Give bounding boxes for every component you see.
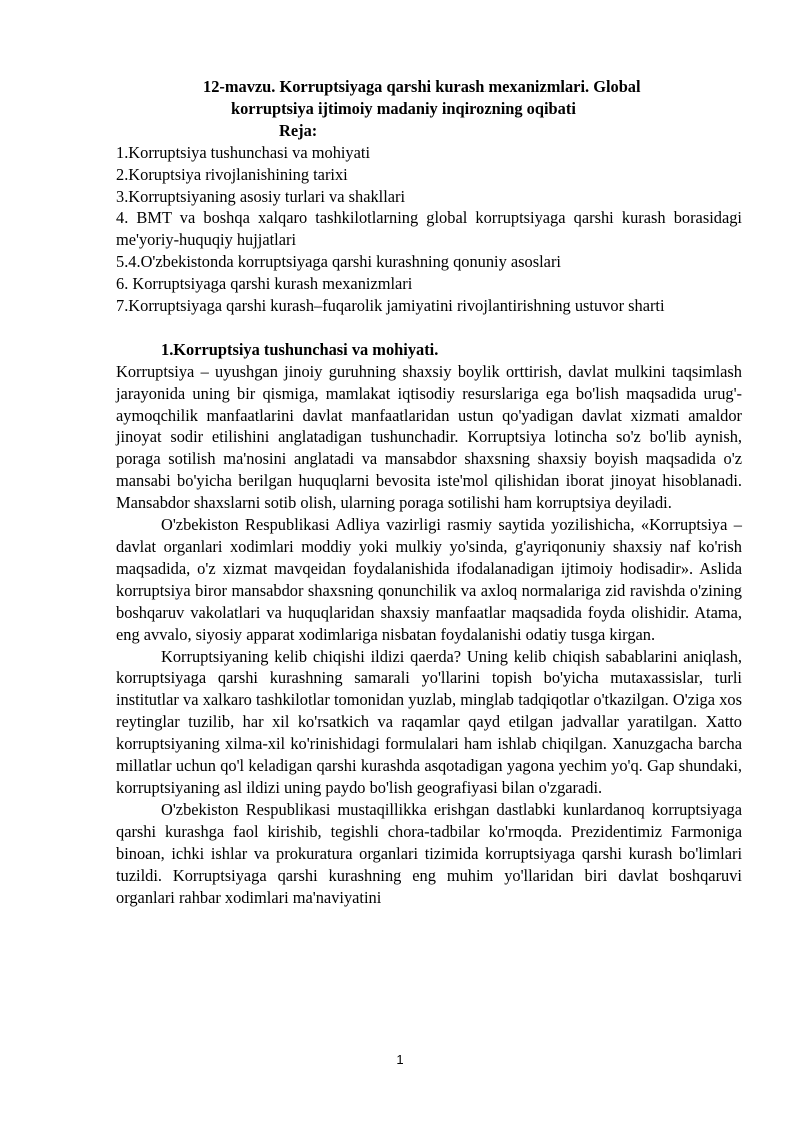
document-title-line-1: 12-mavzu. Korruptsiyaga qarshi kurash mexanizmlari. Global [203, 77, 641, 96]
section-heading: 1.Korruptsiya tushunchasi va mohiyati. [161, 339, 439, 359]
page-number: 1 [396, 1052, 404, 1067]
paragraph-4: O'zbekiston Respublikasi mustaqillikka erishgan dastlabki kunlardanoq korruptsiyaga qarshi kurashga faol kirishib, tegishli chora-tadbilar ko'rmoqda. Prezidentimiz Farmoniga binoan, ichki ishlar va prokuratura organlari tizimida korruptsiyaga qarshi kurash bo'limlari tuzildi. Korruptsiyaga qarshi kurashning eng muhim yo'llaridan biri davlat boshqaruvi organlari rahbar xodimlari ma'naviyatini [116, 799, 742, 907]
plan-item-3: 3.Korruptsiyaning asosiy turlari va shakllari [116, 186, 406, 206]
plan-item-5: 5.4.O'zbekistonda korruptsiyaga qarshi kurashning qonuniy asoslari [116, 252, 561, 272]
document-title-line-2: korruptsiya ijtimoiy madaniy inqirozning oqibati [231, 98, 576, 118]
plan-item-6: 6. Korruptsiyaga qarshi kurash mexanizmlari [116, 274, 413, 294]
document-page [116, 76, 742, 908]
section-spacer [116, 317, 742, 339]
paragraph-3: Korruptsiyaning kelib chiqishi ildizi qaerda? Uning kelib chiqish sabablarini aniqlash, korruptsiyaga qarshi kurashning samarali yo'llarini topish bo'yicha mutaxassislar, turli institutlar va xalkaro tashkilotlar tomonidan yuzlab, minglab tadqiqotlar o'tkazilgan. O'ziga xos reytinglar tuzilib, har xil ko'rsatkich va raqamlar qayd etilgan jadvallar yaratilgan. Xatto korruptsiyaning xilma-xil ko'rinishidagi formulalari ham ishlab chiqilgan. Xanuzgacha barcha millatlar uchun qo'l keladigan qarshi kurashda asqotadigan yagona yechim yo'q. Gap shundaki, korruptsiyaning asl ildizi uning paydo bo'lish geografiyasi bilan o'zgaradi. [116, 646, 742, 797]
plan-item-4: 4. BMT va boshqa xalqaro tashkilotlarning global korruptsiyaga qarshi kurash borasidagi me'yoriy-huquqiy hujjatlari [116, 208, 742, 250]
paragraph-2: O'zbekiston Respublikasi Adliya vazirligi rasmiy saytida yozilishicha, «Korruptsiya – davlat organlari xodimlari moddiy yoki mulkiy yo'sinda, g'ayriqonuniy shaxsiy naf ko'rish maqsadida, o'z xizmat mavqeidan foydalanishida ifodalanadigan ijtimoiy hodisadir». Aslida korruptsiya biror mansabdor shaxsning qonunchilik va axloq normalariga zid ravishda o'zining boshqaruv vakolatlari va huquqlaridan shaxsiy manfaatlar maqsadida foyda olishidir. Atama, eng avvalo, siyosiy apparat xodimlariga nisbatan foydalanishi odatiy tusga kirgan. [116, 515, 742, 644]
plan-item-1: 1.Korruptsiya tushunchasi va mohiyati [116, 142, 371, 162]
paragraph-1: Korruptsiya – uyushgan jinoiy guruhning shaxsiy boylik orttirish, davlat mulkini taqsimlash jarayonida uning bir qismiga, mamlakat iqtisodiy resurslariga ega bo'lish maqsadida urug'-aymoqchilik manfaatlarini davlat manfaatlaridan ustun qo'yadigan davlat xizmati amaldor jinoyat sodir etilishini anglatadigan tushunchadir. Korruptsiya lotincha so'z bo'lib aynish, poraga sotilish ma'nosini anglatadi va mansabdor shaxsning shaxsiy boyish maqsadida o'z mansabi bo'yicha berilgan huquqlarni bevosita iste'mol qilishidan iborat jinoyat hisoblanadi. Mansabdor shaxslarni sotib olish, ularning poraga sotilishi ham korruptsiya deyiladi. [116, 361, 742, 513]
plan-item-2: 2.Koruptsiya rivojlanishining tarixi [116, 164, 348, 184]
plan-list [116, 142, 742, 317]
plan-heading: Reja: [279, 120, 318, 140]
plan-item-7: 7.Korruptsiyaga qarshi kurash–fuqarolik jamiyatini rivojlantirishning ustuvor sharti [116, 296, 665, 316]
